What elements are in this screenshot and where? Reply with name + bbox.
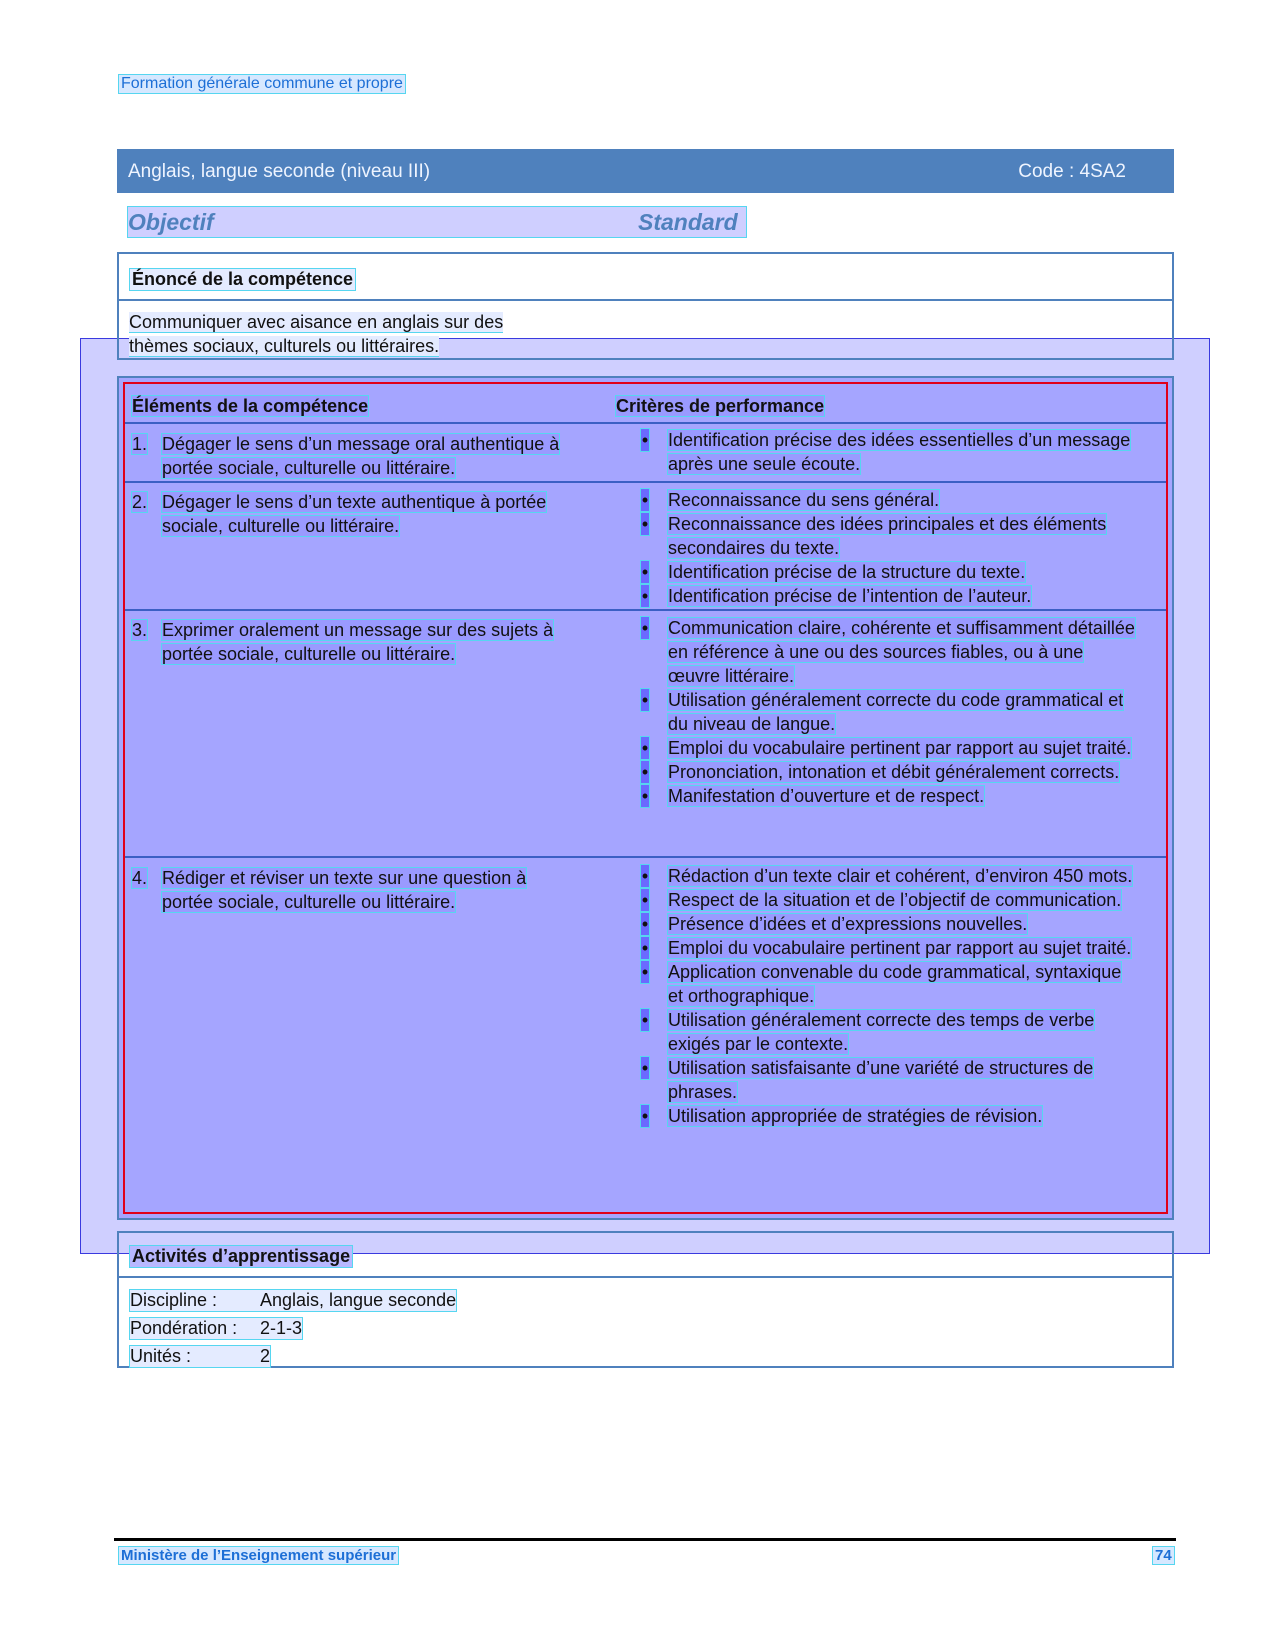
discipline-row — [129, 1289, 457, 1312]
criterion-item: • Application convenable du code grammatical, syntaxique et orthographique. — [641, 962, 1122, 1006]
footer-ministry: Ministère de l’Enseignement supérieur — [118, 1546, 399, 1565]
bullet-icon: • — [641, 762, 649, 782]
criteria-list-2 — [640, 488, 1140, 608]
enonce-section — [117, 252, 1174, 360]
criterion-item: • Communication claire, cohérente et suffisamment détaillée en référence à une ou des sources fiables, ou à une œuvre littéraire. — [641, 618, 1135, 686]
enonce-title: Énoncé de la compétence — [129, 268, 356, 291]
criterion-item: • Utilisation généralement correcte des temps de verbe exigés par le contexte. — [641, 1010, 1095, 1054]
objective-standard-row — [127, 206, 747, 238]
criterion-item: • Utilisation satisfaisante d’une variété de structures de phrases. — [641, 1058, 1094, 1102]
standard-label: Standard — [638, 209, 738, 235]
unites-label: Unités : — [130, 1346, 192, 1366]
criterion-item: • Utilisation appropriée de stratégies de révision. — [641, 1106, 1043, 1126]
element-number: 3. — [132, 620, 148, 640]
bullet-icon: • — [641, 914, 649, 934]
col-header-criteres: Critères de performance — [616, 396, 825, 416]
activites-title: Activités d’apprentissage — [129, 1245, 353, 1268]
ponderation-label: Pondération : — [130, 1318, 238, 1338]
row-divider — [125, 856, 1166, 858]
criterion-item: • Identification précise de l’intention de l’auteur. — [641, 586, 1032, 606]
course-code: Code : 4SA2 — [1018, 161, 1126, 182]
row-divider — [125, 609, 1166, 611]
bullet-icon: • — [641, 1058, 649, 1078]
discipline-label: Discipline : — [130, 1290, 218, 1310]
criterion-item: • Respect de la situation et de l’objectif de communication. — [641, 890, 1122, 910]
criterion-item: • Utilisation généralement correcte du code grammatical et du niveau de langue. — [641, 690, 1124, 734]
bullet-icon: • — [641, 690, 649, 710]
element-text-line: sociale, culturelle ou littéraire. — [162, 516, 400, 536]
bullet-icon: • — [641, 514, 649, 534]
course-name: Anglais, langue seconde (niveau III) — [128, 161, 431, 182]
objectif-label: Objectif — [128, 209, 214, 235]
row-divider — [125, 481, 1166, 483]
element-text-line: Dégager le sens d’un texte authentique à portée — [162, 492, 547, 512]
element-number: 1. — [132, 434, 148, 454]
criterion-item: • Emploi du vocabulaire pertinent par rapport au sujet traité. — [641, 938, 1132, 958]
bullet-icon: • — [641, 786, 649, 806]
ponderation-row — [129, 1317, 303, 1340]
bullet-icon: • — [641, 962, 649, 982]
divider — [119, 299, 1172, 301]
criterion-item: • Identification précise de la structure du texte. — [641, 562, 1026, 582]
element-text-line: portée sociale, culturelle ou littéraire. — [162, 892, 456, 912]
enonce-line-2: thèmes sociaux, culturels ou littéraires. — [129, 336, 440, 356]
criteria-list-3 — [640, 616, 1140, 808]
course-banner — [117, 149, 1174, 193]
criterion-item: • Rédaction d’un texte clair et cohérent, d’environ 450 mots. — [641, 866, 1133, 886]
criterion-item: • Manifestation d’ouverture et de respect. — [641, 786, 985, 806]
bullet-icon: • — [641, 562, 649, 582]
section-title: Formation générale commune et propre — [118, 74, 406, 94]
criteria-list-1 — [640, 428, 1140, 476]
enonce-text — [129, 310, 559, 358]
unites-row — [129, 1345, 271, 1368]
row-divider — [125, 422, 1166, 424]
discipline-value: Anglais, langue seconde — [260, 1290, 457, 1310]
criterion-item: • Identification précise des idées essentielles d’un message après une seule écoute. — [641, 430, 1131, 474]
enonce-line-1: Communiquer avec aisance en anglais sur des — [129, 312, 504, 332]
bullet-icon: • — [641, 586, 649, 606]
bullet-icon: • — [641, 618, 649, 638]
bullet-icon: • — [641, 1106, 649, 1126]
bullet-icon: • — [641, 866, 649, 886]
competence-table-inner — [123, 382, 1168, 1214]
criteria-list-4 — [640, 864, 1140, 1128]
competence-table — [117, 376, 1174, 1220]
unites-value: 2 — [260, 1346, 271, 1366]
footer-rule — [114, 1538, 1176, 1541]
criterion-item: • Prononciation, intonation et débit généralement corrects. — [641, 762, 1120, 782]
bullet-icon: • — [641, 938, 649, 958]
bullet-icon: • — [641, 738, 649, 758]
bullet-icon: • — [641, 490, 649, 510]
element-text-line: Dégager le sens d’un message oral authentique à — [162, 434, 560, 454]
element-number: 2. — [132, 492, 148, 512]
element-text-line: Rédiger et réviser un texte sur une question à — [162, 868, 527, 888]
criterion-item: • Présence d’idées et d’expressions nouvelles. — [641, 914, 1028, 934]
page-number: 74 — [1152, 1546, 1175, 1565]
element-text-line: portée sociale, culturelle ou littéraire. — [162, 458, 456, 478]
criterion-item: • Reconnaissance des idées principales et des éléments secondaires du texte. — [641, 514, 1107, 558]
bullet-icon: • — [641, 1010, 649, 1030]
element-text-line: Exprimer oralement un message sur des sujets à — [162, 620, 554, 640]
bullet-icon: • — [641, 430, 649, 450]
criterion-item: • Reconnaissance du sens général. — [641, 490, 940, 510]
col-header-elements: Éléments de la compétence — [132, 396, 369, 416]
element-text-line: portée sociale, culturelle ou littéraire. — [162, 644, 456, 664]
element-number: 4. — [132, 868, 148, 888]
activites-section — [117, 1231, 1174, 1368]
criterion-item: • Emploi du vocabulaire pertinent par rapport au sujet traité. — [641, 738, 1132, 758]
bullet-icon: • — [641, 890, 649, 910]
ponderation-value: 2-1-3 — [260, 1318, 303, 1338]
divider — [119, 1276, 1172, 1278]
